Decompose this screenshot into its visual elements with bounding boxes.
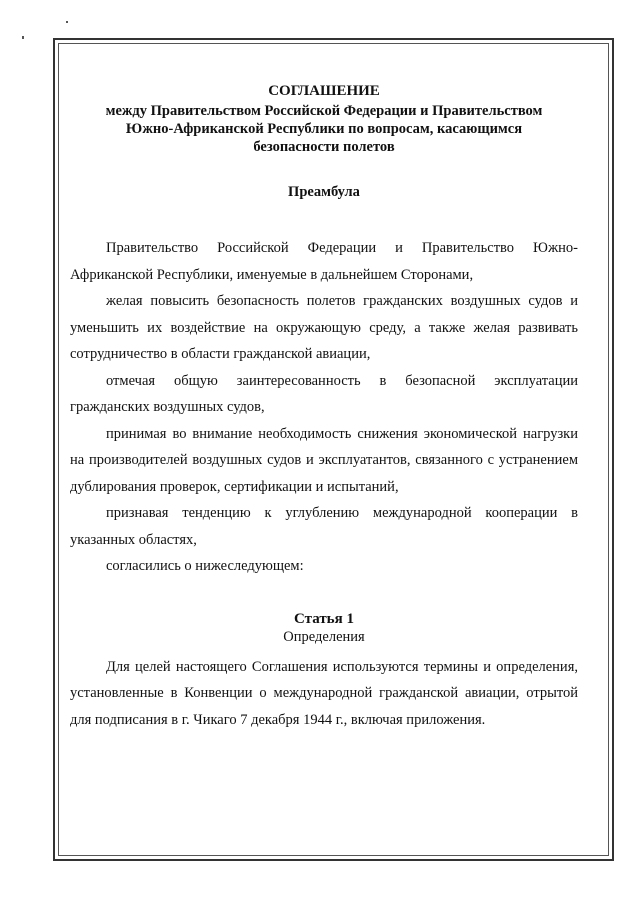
scan-speck <box>66 21 68 23</box>
preamble-paragraph: согласились о нижеследующем: <box>106 558 304 574</box>
article-paragraph: Для целей настоящего Соглашения используются термины и определения, установленные в Конвенции о международной гражданской авиации, отрытой для подписания в г. Чикаго 7 декабря 1944 г., включая приложения. <box>70 658 578 728</box>
preamble-paragraph: признавая тенденцию к углублению международной кооперации в указанных областях, <box>70 505 578 548</box>
preamble-paragraph: Правительство Российской Федерации и Правительство Южно-Африканской Республики, именуемые в дальнейшем Сторонами, <box>70 240 578 283</box>
preamble-heading: Преамбула <box>288 184 360 200</box>
preamble-paragraph: желая повысить безопасность полетов гражданских воздушных судов и уменьшить их воздействие на окружающую среду, а также желая развивать сотрудничество в области гражданской авиации, <box>70 293 578 362</box>
document-body <box>70 82 578 733</box>
document-subtitle-line: Южно-Африканской Республики по вопросам, касающимся <box>125 121 523 137</box>
article-title: Статья 1 <box>294 610 354 627</box>
scan-speck <box>22 36 24 39</box>
document-subtitle-line: между Правительством Российской Федерации и Правительством <box>105 103 543 119</box>
document-title: СОГЛАШЕНИЕ <box>268 83 380 99</box>
preamble-paragraph: отмечая общую заинтересованность в безопасной эксплуатации гражданских воздушных судов, <box>70 372 578 415</box>
article-subtitle: Определения <box>283 628 365 645</box>
document-subtitle-line: безопасности полетов <box>253 139 395 155</box>
preamble-paragraph: принимая во внимание необходимость снижения экономической нагрузки на производителей воздушных судов и эксплуатантов, связанного с устранением дублирования проверок, сертификации и испытаний, <box>70 425 578 495</box>
